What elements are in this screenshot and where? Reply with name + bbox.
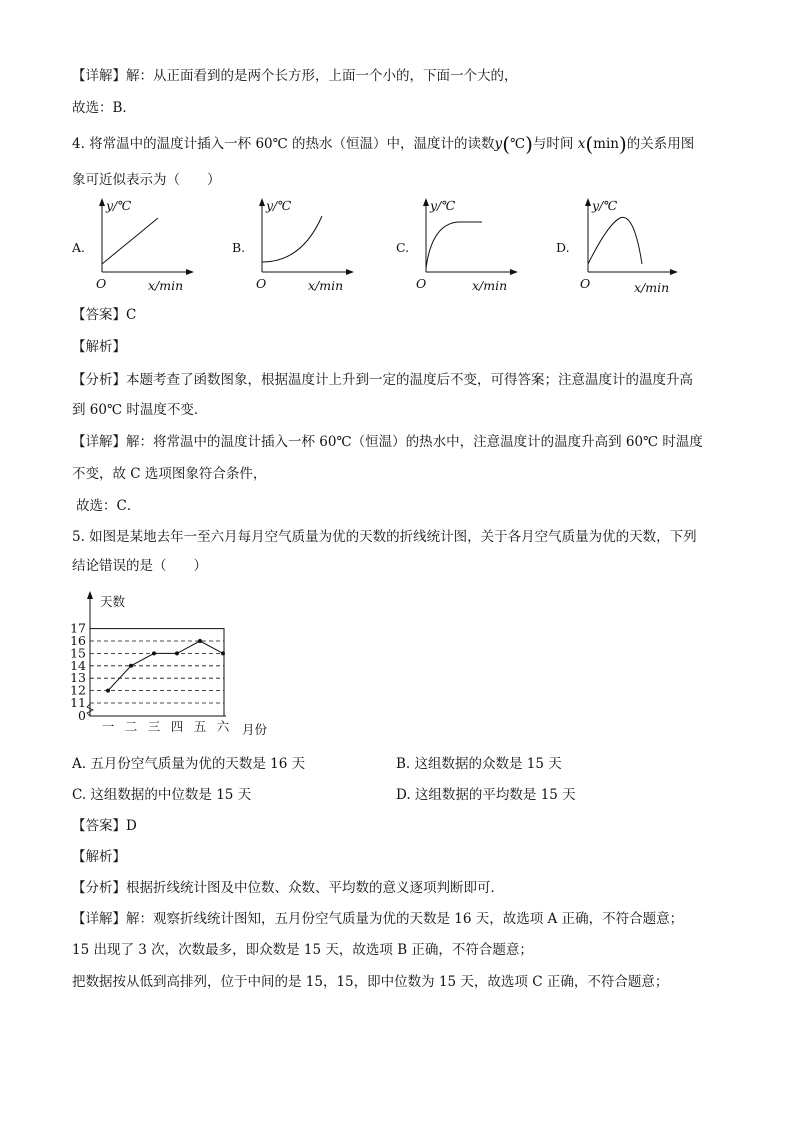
q4-var-x: x xyxy=(577,136,586,152)
q5-stem-line2: 结论错误的是（ ） xyxy=(72,558,207,574)
q5-jiexi: 【解析】 xyxy=(72,849,126,865)
y-axis-label: y/℃ xyxy=(106,198,132,213)
q4-graph-c xyxy=(396,196,526,300)
q4-var-y: y xyxy=(494,136,503,152)
y-axis-title: 天数 xyxy=(100,594,126,609)
detail-text: 【详解】解：从正面看到的是两个长方形，上面一个小的，下面一个大的， xyxy=(72,68,518,84)
y-tick-label: 12 xyxy=(70,682,86,698)
line-chart-svg xyxy=(70,588,300,740)
y-tick-label: 16 xyxy=(70,633,86,648)
graph-a-svg xyxy=(72,196,202,296)
y-tick-label: 0 xyxy=(78,708,86,723)
q4-stem-part2: 与时间 xyxy=(532,136,574,152)
q5-detail-line2: 15 出现了 3 次，次数最多，即众数是 15 天，故选项 B 正确，不符合题意； xyxy=(72,942,533,958)
x-axis-label: x/min xyxy=(148,278,184,293)
q4-unit-y: ℃ xyxy=(510,136,526,152)
y-tick-label: 11 xyxy=(70,695,86,710)
graph-c-svg xyxy=(396,196,526,296)
graph-d-svg xyxy=(556,196,686,296)
q5-option-c: C. 这组数据的中位数是 15 天 xyxy=(72,787,252,803)
q4-stem-part1: 4. 将常温中的温度计插入一杯 60℃ 的热水（恒温）中，温度计的读数 xyxy=(72,136,495,152)
x-category-label: 四 xyxy=(170,719,184,734)
data-point xyxy=(152,651,156,655)
x-axis-label: x/min xyxy=(472,278,508,293)
x-axis-label: x/min xyxy=(308,278,344,293)
origin-label: O xyxy=(96,276,107,291)
origin-label: O xyxy=(256,276,267,291)
graph-b-svg xyxy=(232,196,362,296)
curve-a xyxy=(102,218,158,264)
graph-letter: D. xyxy=(556,240,570,255)
q5-detail-line1: 【详解】解：观察折线统计图知，五月份空气质量为优的天数是 16 天，故选项 A 正确，不符合题意； xyxy=(72,911,684,927)
q4-unit-x: min xyxy=(593,136,619,152)
x-axis-label: x/min xyxy=(634,280,670,295)
x-category-label: 一 xyxy=(101,719,115,734)
data-point xyxy=(221,651,225,655)
q5-answer: 【答案】D xyxy=(72,818,137,834)
y-tick-label: 13 xyxy=(70,670,86,686)
graph-letter: C. xyxy=(396,240,410,255)
q5-analysis: 【分析】根据折线统计图及中位数、众数、平均数的意义逐项判断即可． xyxy=(72,880,504,896)
curve-d xyxy=(588,217,642,264)
q5-option-b: B. 这组数据的众数是 15 天 xyxy=(396,756,562,772)
x-axis-title: 月份 xyxy=(242,722,268,737)
y-axis-label: y/℃ xyxy=(266,198,292,213)
q4-jiexi: 【解析】 xyxy=(72,339,126,355)
x-category-label: 六 xyxy=(216,719,230,734)
origin-label: O xyxy=(580,276,591,291)
q5-option-d: D. 这组数据的平均数是 15 天 xyxy=(396,787,576,803)
curve-b xyxy=(262,216,322,262)
q4-answer: 【答案】C xyxy=(72,307,137,323)
q4-detail-line2: 不变，故 C 选项图象符合条件， xyxy=(72,466,267,482)
q4-stem: 4. 将常温中的温度计插入一杯 60℃ 的热水（恒温）中，温度计的读数y(℃)与时间 x(min)的关系用图 xyxy=(72,132,695,156)
graph-letter: B. xyxy=(232,240,246,255)
q4-graph-b xyxy=(232,196,362,300)
origin-label: O xyxy=(416,276,427,291)
x-category-label: 三 xyxy=(147,719,161,734)
y-axis-arrow xyxy=(87,591,93,599)
x-category-label: 二 xyxy=(124,719,138,734)
data-point xyxy=(129,664,133,668)
y-axis-label: y/℃ xyxy=(592,198,618,213)
graph-letter: A. xyxy=(72,240,86,255)
y-tick-label: 14 xyxy=(70,657,86,673)
choice-text: 故选：B． xyxy=(72,100,136,116)
q4-analysis-line2: 到 60℃ 时温度不变． xyxy=(72,402,208,418)
q4-analysis-line1: 【分析】本题考查了函数图象，根据温度计上升到一定的温度后不变，可得答案；注意温度计的温度升高 xyxy=(72,372,693,388)
y-axis-label: y/℃ xyxy=(430,198,456,213)
q4-graph-d xyxy=(556,196,686,300)
q4-detail-line1: 【详解】解：将常温中的温度计插入一杯 60℃（恒温）的热水中，注意温度计的温度升高到 60℃ 时温度 xyxy=(72,434,703,450)
curve-c xyxy=(426,222,482,268)
q5-stem-line1: 5. 如图是某地去年一至六月每月空气质量为优的天数的折线统计图，关于各月空气质量为优的天数，下列 xyxy=(72,529,697,545)
y-tick-label: 17 xyxy=(70,620,86,636)
data-point xyxy=(106,689,110,693)
q5-option-a: A. 五月份空气质量为优的天数是 16 天 xyxy=(72,756,306,772)
data-point xyxy=(198,639,202,643)
y-tick-label: 15 xyxy=(70,645,86,661)
q4-stem-line2: 象可近似表示为（ ） xyxy=(72,172,221,188)
x-category-label: 五 xyxy=(193,719,207,734)
q5-detail-line3: 把数据按从低到高排列，位于中间的是 15，15，即中位数为 15 天，故选项 C 正确，不符合题意； xyxy=(72,974,669,990)
q4-stem-part3: 的关系用图 xyxy=(626,136,695,152)
data-point xyxy=(175,651,179,655)
q4-graph-a xyxy=(72,196,202,300)
q4-choice: 故选：C． xyxy=(76,498,141,514)
q5-line-chart xyxy=(70,588,300,744)
